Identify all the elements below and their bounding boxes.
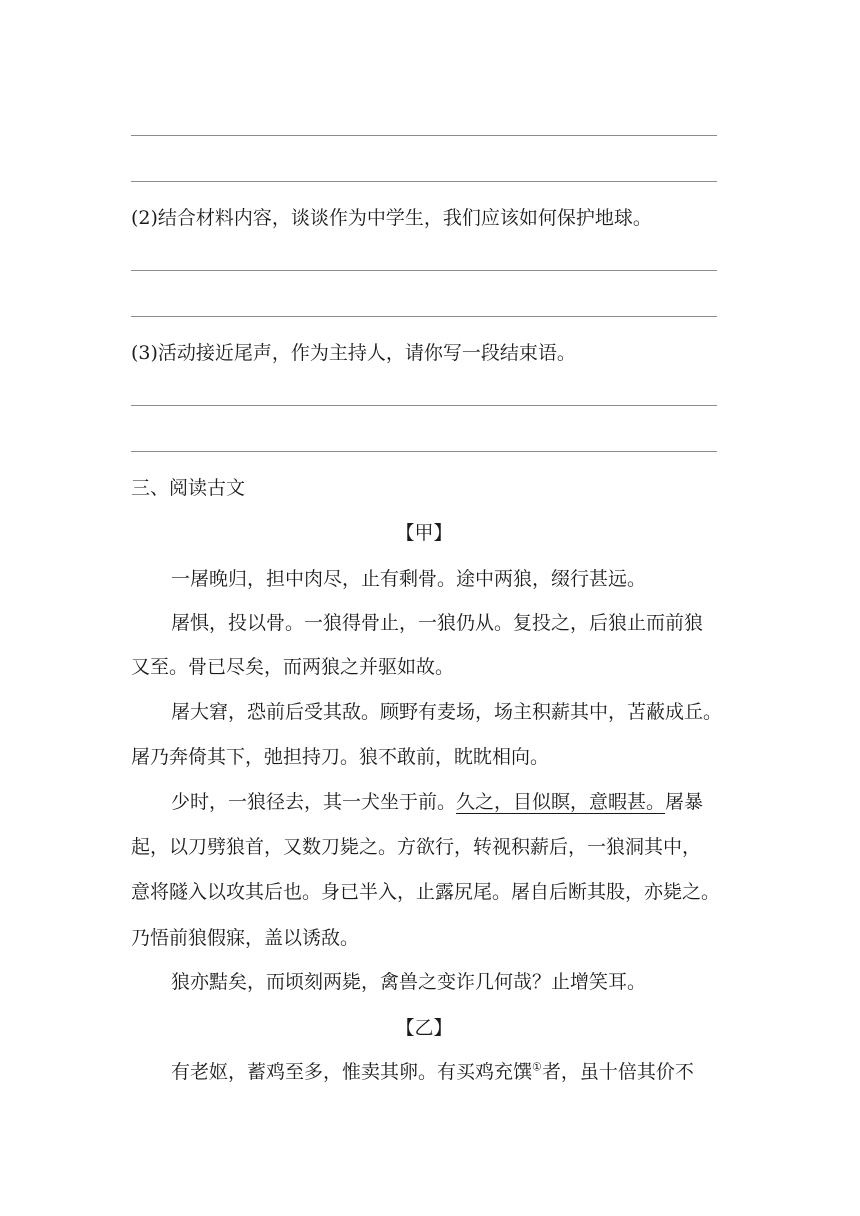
paragraph-1: 一屠晚归，担中肉尽，止有剩骨。途中两狼，缀行甚远。 [171,568,647,590]
paragraph-4-text: 屠暴 [665,791,704,813]
yi-text: 者，虽十倍其价不 [541,1061,694,1083]
answer-line [131,451,717,452]
heading-yi: 【乙】 [395,1017,453,1039]
answer-line [131,405,717,406]
paragraph-3-line-2: 屠乃奔倚其下，弛担持刀。狼不敢前，眈眈相向。 [131,746,550,768]
paragraph-5: 狼亦黠矣，而顷刻两毙，禽兽之变诈几何哉？止增笑耳。 [171,971,647,993]
underlined-sentence: 久之，目似瞑，意暇甚。 [456,791,666,813]
yi-text: 有老妪，蓄鸡至多，惟卖其卵。有买鸡充馔 [171,1061,533,1083]
footnote-marker: ① [532,1060,542,1074]
question-2: (2)结合材料内容，谈谈作为中学生，我们应该如何保护地球。 [131,207,652,229]
answer-line [131,316,717,317]
answer-line [131,135,717,136]
paragraph-4-line-3: 意将隧入以攻其后也。身已半入，止露尻尾。屠自后断其股，亦毙之。 [131,881,721,903]
paragraph-4-line-1 [171,790,771,814]
paragraph-3-line-1: 屠大窘，恐前后受其敌。顾野有麦场，场主积薪其中，苫蔽成丘。 [171,701,723,723]
heading-jia: 【甲】 [395,522,453,544]
question-3: (3)活动接近尾声，作为主持人，请你写一段结束语。 [131,342,576,364]
paragraph-4-text: 少时，一狼径去，其一犬坐于前。 [171,791,457,813]
paragraph-4-line-4: 乃悟前狼假寐，盖以诱敌。 [131,927,360,949]
answer-line [131,181,717,182]
paragraph-2-line-1: 屠惧，投以骨。一狼得骨止，一狼仍从。复投之，后狼止而前狼 [171,612,704,634]
paragraph-2-line-2: 又至。骨已尽矣，而两狼之并驱如故。 [131,656,455,678]
yi-paragraph-1 [171,1060,771,1084]
paragraph-4-line-2: 起，以刀劈狼首，又数刀毙之。方欲行，转视积薪后，一狼洞其中， [131,836,702,858]
section-title: 三、阅读古文 [131,477,246,499]
answer-line [131,270,717,271]
